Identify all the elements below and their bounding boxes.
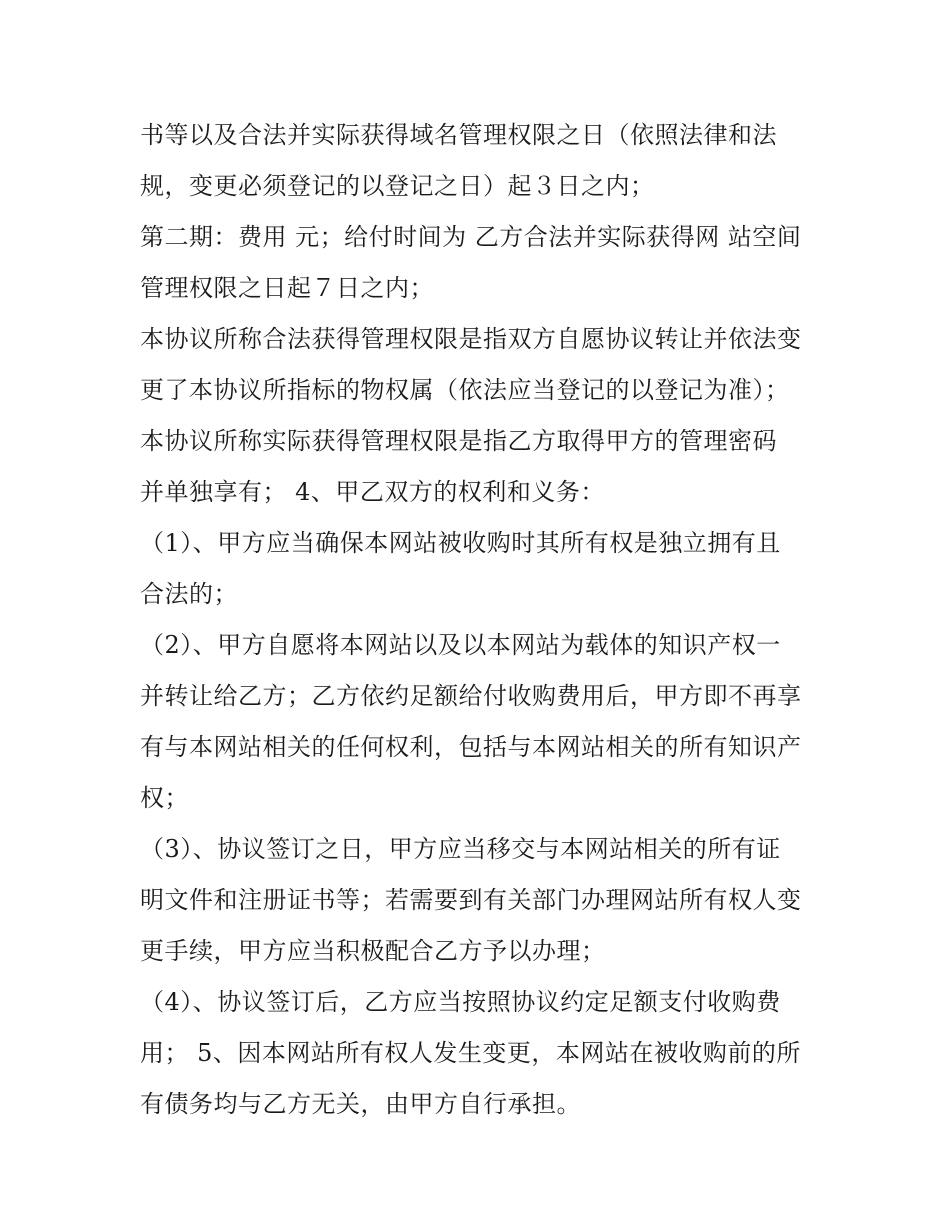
text-line: 并单独享有； 4、甲乙双方的权利和义务： — [140, 478, 605, 506]
text-line: 合法的； — [140, 580, 238, 608]
text-line: 权； — [140, 784, 189, 812]
text-line: （1）、甲方应当确保本网站被收购时其所有权是独立拥有且 — [140, 529, 781, 557]
text-line: 有与本网站相关的任何权利，包括与本网站相关的所有知识产 — [140, 733, 802, 761]
text-line: 更手续，甲方应当积极配合乙方予以办理； — [140, 937, 606, 965]
text-line: 规，变更必须登记的以登记之日）起３日之内； — [140, 172, 655, 200]
text-line: 并转让给乙方；乙方依约足额给付收购费用后，甲方即不再享 — [140, 682, 802, 710]
text-line: 本协议所称实际获得管理权限是指乙方取得甲方的管理密码 — [140, 427, 777, 455]
text-line: 管理权限之日起７日之内； — [140, 274, 434, 302]
text-line: 书等以及合法并实际获得域名管理权限之日（依照法律和法 — [140, 121, 777, 149]
text-line: （2）、甲方自愿将本网站以及以本网站为载体的知识产权一 — [140, 631, 781, 659]
text-line: （4）、协议签订后，乙方应当按照协议约定足额支付收购费 — [140, 988, 781, 1016]
text-line: 用； 5、因本网站所有权人发生变更，本网站在被收购前的所 — [140, 1039, 801, 1067]
text-line: 更了本协议所指标的物权属（依法应当登记的以登记为准）； — [140, 376, 790, 404]
text-line: 明文件和注册证书等；若需要到有关部门办理网站所有权人变 — [140, 886, 802, 914]
text-line: 有债务均与乙方无关，由甲方自行承担。 — [140, 1090, 581, 1118]
text-line: 第二期：费用 元；给付时间为 乙方合法并实际获得网 站空间 — [140, 223, 802, 251]
text-line: （3）、协议签订之日，甲方应当移交与本网站相关的所有证 — [140, 835, 781, 863]
text-line: 本协议所称合法获得管理权限是指双方自愿协议转让并依法变 — [140, 325, 802, 353]
document-body — [140, 110, 840, 1130]
